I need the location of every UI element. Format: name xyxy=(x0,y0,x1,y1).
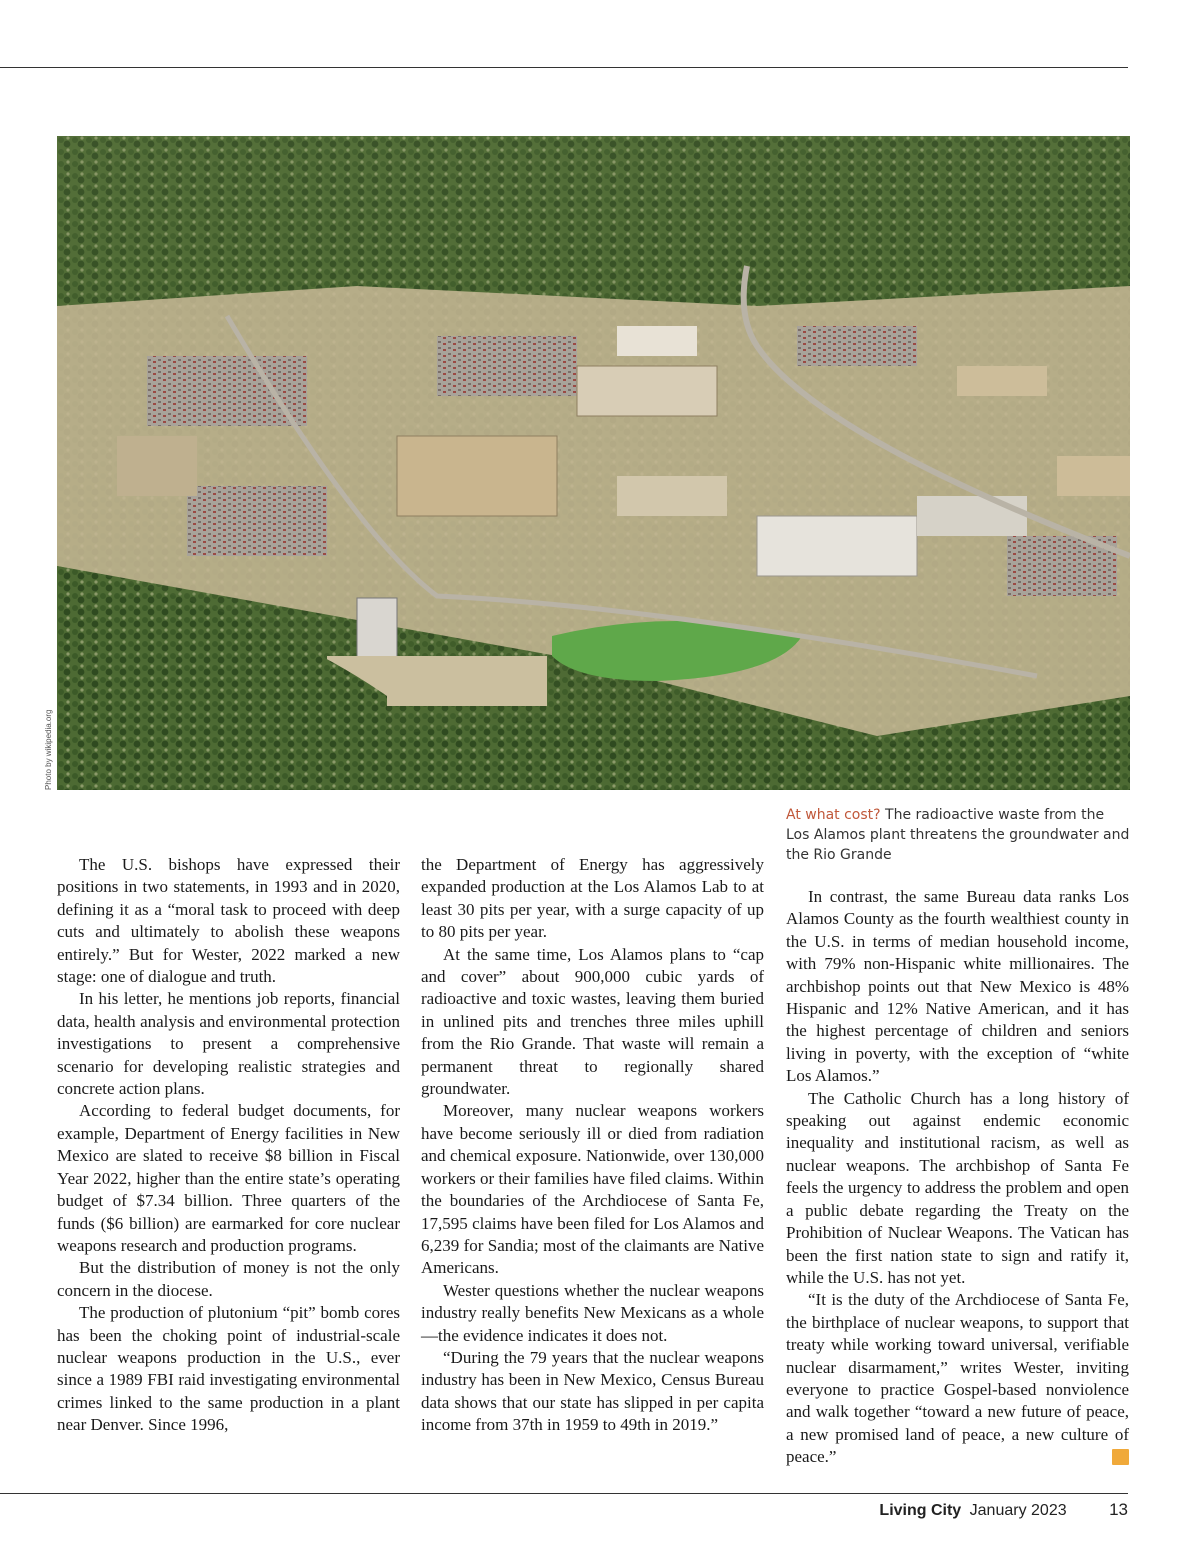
paragraph: The U.S. bishops have expressed their positions in two statements, in 1993 and in 2020, defining it as a “moral task to proceed with deep cuts and ultimately to abolish these weapons entirely.” But for Wester, 2022 marked a new stage: one of dialogue and truth. xyxy=(57,855,400,987)
paragraph xyxy=(786,1289,1147,1468)
paragraph: Wester questions whether the nuclear weapons industry really benefits New Mexicans as a whole—the evidence indicates it does not. xyxy=(421,1280,764,1345)
paragraph: In his letter, he mentions job reports, financial data, health analysis and environmental protection investigations to present a comprehensive scenario for developing realistic strategies and concrete action plans. xyxy=(57,989,400,1099)
paragraph: According to federal budget documents, for example, Department of Energy facilities in New Mexico are slated to receive $8 billion in Fiscal Year 2022, higher than the entire state’s operating budget of $7.34 billion. Three quarters of the funds ($6 billion) are earmarked for core nuclear weapons research and production programs. xyxy=(57,1101,400,1255)
article-column-2 xyxy=(421,854,764,1437)
issue-date: January 2023 xyxy=(969,1502,1067,1519)
article-column-1 xyxy=(57,854,400,1437)
aerial-photo-los-alamos xyxy=(57,136,1130,790)
paragraph: the Department of Energy has aggressively expanded production at the Los Alamos Lab to at least 30 pits per year, with a surge capacity of up to 80 pits per year. xyxy=(421,855,764,942)
page-footer xyxy=(879,1500,1128,1520)
paragraph: But the distribution of money is not the only concern in the diocese. xyxy=(57,1258,400,1300)
paragraph: In contrast, the same Bureau data ranks Los Alamos County as the fourth wealthiest county in the U.S. in terms of median household income, with 79% non-Hispanic white millionaires. The archbishop points out that New Mexico is 48% Hispanic and 12% Native American, and it has the highest percentage of children and seniors living in poverty, with the exception of “white Los Alamos.” xyxy=(786,887,1129,1086)
magazine-name: Living City xyxy=(879,1502,962,1519)
paragraph: “During the 79 years that the nuclear weapons industry has been in New Mexico, Census Bureau data shows that our state has slipped in per capita income from 37th in 1959 to 49th in 2019.” xyxy=(421,1347,764,1435)
paragraph: The Catholic Church has a long history of speaking out against endemic economic inequality and institutional racism, as well as nuclear weapons. The archbishop of Santa Fe feels the urgency to address the problem and open a public debate regarding the Treaty on the Prohibition of Nuclear Weapons. The Vatican has been the first nation state to sign and ratify it, while the U.S. has not yet. xyxy=(786,1088,1129,1287)
paragraph: At the same time, Los Alamos plans to “cap and cover” about 900,000 cubic yards of radioactive and toxic wastes, leaving them buried in unlined pits and trenches three miles uphill from the Rio Grande. That waste will remain a permanent threat to regionally shared groundwater. xyxy=(421,944,764,1099)
photo-caption xyxy=(786,805,1130,865)
caption-text: The radioactive waste from the Los Alamos plant threatens the groundwater and the Rio Grande xyxy=(786,807,1130,863)
article-column-3 xyxy=(786,886,1147,1469)
caption-lead: At what cost? xyxy=(786,807,881,823)
end-mark-icon: LC xyxy=(1112,1449,1129,1465)
page-number: 13 xyxy=(1109,1500,1128,1519)
top-rule xyxy=(0,67,1128,68)
paragraph: Moreover, many nuclear weapons workers have become seriously ill or died from radiation and chemical exposure. Nationwide, over 130,000 workers or their families have filed claims. Within the boundaries of the Archdiocese of Santa Fe, 17,595 claims have been filed for Los Alamos and 6,239 for Sandia; most of the claimants are Native Americans. xyxy=(421,1101,764,1278)
photo-credit: Photo by wikipedia.org xyxy=(44,709,53,790)
paragraph-text: “It is the duty of the Archdiocese of Santa Fe, the birthplace of nuclear weapons, to support that treaty while working toward universal, verifiable nuclear disarmament,” writes Wester, inviting everyone to practice Gospel-based nonviolence and walk together “toward a new future of peace, a new promised land of peace, a new culture of peace.” xyxy=(786,1290,1129,1467)
aerial-photo-illustration xyxy=(57,136,1130,790)
bottom-rule xyxy=(0,1493,1128,1494)
paragraph: The production of plutonium “pit” bomb cores has been the choking point of industrial-scale nuclear weapons production in the U.S., ever since a 1989 FBI raid investigating environmental crimes linked to the same production in a plant near Denver. Since 1996, xyxy=(57,1303,400,1435)
